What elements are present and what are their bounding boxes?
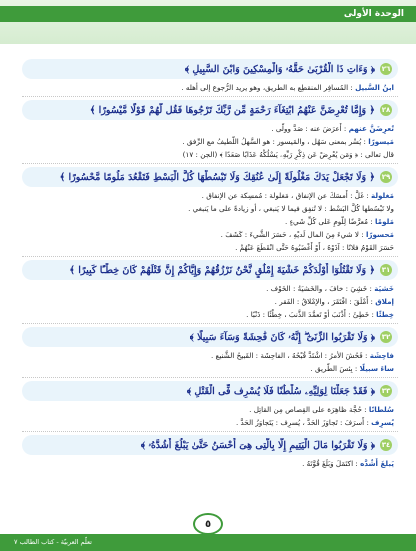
unit-title: الوحدة الأولى xyxy=(343,9,404,19)
verse-text: ﴿ وَءَاتِ ذَا الْقُرْبَىٰ حَقَّهُۥ وَالْمِسْكِينَ وَابْنَ السَّبِيلِ ﴾ xyxy=(184,63,375,75)
verse-box xyxy=(22,100,398,120)
definition-line xyxy=(22,203,394,215)
definition-line xyxy=(22,216,394,228)
definition-text: : خَطِئَ : أَذْنَبَ أوْ تَعمَّدَ الذَّنبَ ، خِطْئًا : ذَنْبًا . xyxy=(246,310,377,319)
vocab-term: إملاق xyxy=(375,297,394,306)
definition-line xyxy=(22,309,394,321)
definition-text: : لا شيءَ مِنَ المال لَديْهِ ، حَسَرَ الشَّيءَ : كَشَفَ . xyxy=(220,230,366,239)
verse-text: ﴿ فَقَدْ جَعَلْنَا لِوَلِيِّهِۦ سُلْطَٰنًا فَلَا يُسْرِف فِّى الْقَتْلِ ﴾ xyxy=(186,385,375,397)
page-number: ٥ xyxy=(193,513,223,535)
vocab-term: ابنُ السَّبيل xyxy=(355,83,394,92)
definition-line xyxy=(22,404,394,416)
verse-number-badge: ٣٤ xyxy=(381,441,391,449)
definition-line xyxy=(22,417,394,429)
entry-divider xyxy=(22,431,398,432)
verse-box xyxy=(22,435,398,455)
verse-number-badge: ٢٦ xyxy=(381,65,391,73)
vocab-term: مَيسورًا xyxy=(368,137,394,146)
vocab-term: سُلطانًا xyxy=(368,405,394,414)
definition-line xyxy=(22,123,394,135)
entry-divider xyxy=(22,96,398,97)
vocab-term: مَلومًا xyxy=(374,217,394,226)
definition-text: : اكتَمَلَ وَبَلَغَ قُوَّتَهُ . xyxy=(302,459,361,468)
verse-text: ﴿ وَلَا تَقْرَبُوا مَالَ الْيَتِيمِ إِلَّا بِالَّتِى هِىَ أَحْسَنُ حَتَّىٰ يَبْلُغَ أَشُدَّهُۥ ﴾ xyxy=(140,439,375,451)
vocab-term: يَبلغَ أَشُدَّه xyxy=(360,459,394,468)
definition-text: : حُجَّة ظاهِرَة على القِصاص مِن القاتِل . xyxy=(249,405,369,414)
definition-line xyxy=(22,350,394,362)
definition-text: : يُسْر بمعنى سَهُل ، والمَيسور : هو السَّهلُ اللَّطيفُ مع الرِّفق . xyxy=(182,137,369,146)
verse-text: ﴿ وَلَا تَقْرَبُوا الزِّنَىٰٓ ۖ إِنَّهُۥ كَانَ فَٰحِشَةً وَسَآءَ سَبِيلًا ﴾ xyxy=(189,331,375,343)
verse-box xyxy=(22,167,398,187)
definition-line xyxy=(22,283,394,295)
verse-number-badge: ٣٢ xyxy=(381,333,391,341)
definition-line xyxy=(22,296,394,308)
verse-text: ﴿ وَإِمَّا تُعْرِضَنَّ عَنْهُمُ ابْتِغَآءَ رَحْمَةٍ مِّن رَّبِّكَ تَرْجُوهَا فَقُل لَّهُمْ قَوْلًا مَّيْسُورًا ﴾ xyxy=(89,104,375,116)
definition-line xyxy=(22,82,394,94)
definition-text: حَسَرَ القَوْمُ فلانًا : آذَوْهُ ، أَوْ أَغْضَبُوهُ حَتَّى انْقَطَعَ عَنْهُمْ . xyxy=(235,243,394,252)
definition-text: ولا تَبْسُطها كُلَّ البَسْط : لا تُنفِق فيما لا يَنبغي ، أو زيادةً على ما يَنبغي . xyxy=(188,204,394,213)
verse-number-badge: ٣٣ xyxy=(381,387,391,395)
definition-text: : المُسافِر المنقطِع به الطريق، وهو يريد الرُّجوع إلى أهله . xyxy=(181,83,356,92)
entry-divider xyxy=(22,256,398,257)
verse-box xyxy=(22,59,398,79)
definition-line xyxy=(22,242,394,254)
verse-number-badge: ٢٩ xyxy=(381,173,391,181)
entry-divider xyxy=(22,377,398,378)
entry-divider xyxy=(22,323,398,324)
definition-line xyxy=(22,458,394,470)
verse-text: ﴿ وَلَا تَجْعَلْ يَدَكَ مَغْلُولَةً إِلَىٰ عُنُقِكَ وَلَا تَبْسُطْهَا كُلَّ الْبَسْطِ فَتَقْعُدَ مَلُومًا مَّحْسُورًا ﴾ xyxy=(59,171,375,183)
vocab-term: خَشيَة xyxy=(374,284,394,293)
definition-line xyxy=(22,149,394,161)
vocab-term: تُعرِضَنَّ عنهم xyxy=(348,124,394,133)
vocab-entry xyxy=(22,100,398,164)
definition-line xyxy=(22,229,394,241)
vocab-term: يُسرِف xyxy=(371,418,394,427)
vocab-term: فاحِشَة xyxy=(369,351,394,360)
definition-text: : أَعرَضَ عنه : صَدَّ وولَّى . xyxy=(271,124,349,133)
definition-text: : بِئسَ الطَّريق . xyxy=(310,364,360,373)
vocab-term: ساءَ سبيلًا xyxy=(359,364,394,373)
verse-number-badge: ٣١ xyxy=(381,266,391,274)
definition-line xyxy=(22,136,394,148)
definition-text: : فَحُشَ الأمرُ : اشْتَدَّ قُبْحُهُ ، الفاحِشَة : القَبيحُ الشَّنيع . xyxy=(210,351,370,360)
footer-text: تعلّم العربيّة - كتاب الطالب ٧ xyxy=(14,538,92,546)
vocab-entry xyxy=(22,435,398,470)
vocab-term: مَحسورًا xyxy=(365,230,394,239)
vocab-entry xyxy=(22,381,398,432)
vocab-term: مَغلولة xyxy=(370,191,394,200)
vocab-entry xyxy=(22,260,398,324)
content-area xyxy=(22,56,398,471)
verse-box xyxy=(22,327,398,347)
verse-box xyxy=(22,260,398,280)
definition-text: : خَشِيَ : خافَ ، والخَشيَةُ : الخَوْف . xyxy=(266,284,375,293)
vocab-entry xyxy=(22,59,398,97)
vocab-entry xyxy=(22,167,398,257)
vocab-entry xyxy=(22,327,398,378)
verse-text: ﴿ وَلَا تَقْتُلُوٓا أَوْلَٰدَكُمْ خَشْيَةَ إِمْلَٰقٍ نَّحْنُ نَرْزُقُهُمْ وَإِيَّاكُمْ إِنَّ قَتْلَهُمْ كَانَ خِطْـًٔا كَبِيرًا ﴾ xyxy=(69,264,375,276)
definition-text: : أَسرَفَ : تَجاوَزَ الحَدَّ ، يُسرِف : يَتَجاوَزُ الحَدَّ . xyxy=(235,418,372,427)
definition-line xyxy=(22,190,394,202)
definition-text: : أَمْلَقَ : افْتَقَرَ ، والإمْلاقُ : الفَقر . xyxy=(274,297,376,306)
definition-text: : غَلَّ : أَمسَكَ عن الإنفاق ، مَغلولة : مُمسِكة عن الإنفاق . xyxy=(201,191,371,200)
definition-text: : مُعرَّضًا لِلَّومِ عَلى كُلِّ شَيءٍ . xyxy=(285,217,375,226)
entry-divider xyxy=(22,163,398,164)
definition-line xyxy=(22,363,394,375)
verse-box xyxy=(22,381,398,401)
vocab-term: خِطئًا xyxy=(376,310,394,319)
verse-number-badge: ٢٨ xyxy=(381,106,391,114)
definition-text: قال تعالى : ﴿ وَمَن يُعْرِضْ عَن ذِكْرِ رَبِّهِۦ يَسْلُكْهُ عَذَابًا صَعَدًا ﴾ (الجن : ١٧) xyxy=(182,150,394,159)
